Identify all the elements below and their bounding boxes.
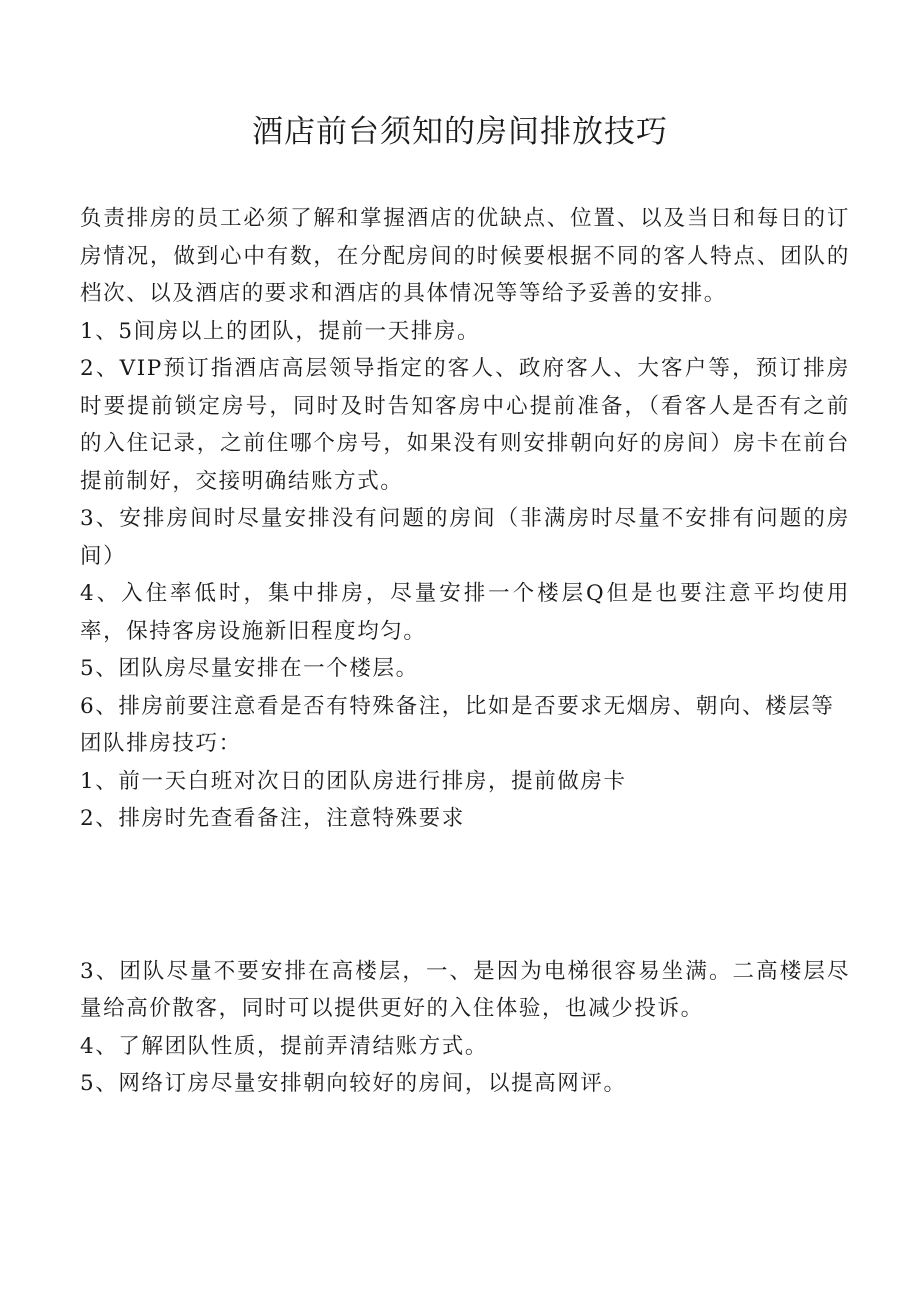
page-blank-gap: [80, 838, 850, 953]
document-title: 酒店前台须知的房间排放技巧: [252, 114, 668, 150]
rule-item-4: 4、入住率低时，集中排房，尽量安排一个楼层Q但是也要注意平均使用率，保持客房设施新旧程度均匀。: [80, 581, 850, 644]
document-body: [80, 200, 850, 1103]
group-item-2: 2、排房时先查看备注，注意特殊要求: [80, 806, 465, 831]
rule-item-2: 2、VIP预订指酒店高层领导指定的客人、政府客人、大客户等，预订排房时要提前锁定房号，同时及时告知客房中心提前准备，（看客人是否有之前的入住记录，之前住哪个房号，如果没有则安排朝向好的房间）房卡在前台提前制好，交接明确结账方式。: [80, 356, 850, 494]
group-item-4: 4、了解团队性质，提前弄清结账方式。: [80, 1033, 488, 1059]
group-item-1: 1、前一天白班对次日的团队房进行排房，提前做房卡: [80, 768, 627, 794]
group-item-3: 3、团队尽量不要安排在高楼层，一、是因为电梯很容易坐满。二高楼层尽量给高价散客，同时可以提供更好的入住体验，也减少投诉。: [80, 958, 850, 1021]
group-section-heading: 团队排房技巧：: [80, 731, 242, 756]
rule-item-1: 1、5间房以上的团队，提前一天排房。: [80, 318, 481, 344]
intro-paragraph: 负责排房的员工必须了解和掌握酒店的优缺点、位置、以及当日和每日的订房情况，做到心中有数，在分配房间的时候要根据不同的客人特点、团队的档次、以及酒店的要求和酒店的具体情况等等给予妥善的安排。: [80, 206, 850, 306]
rule-item-3: 3、安排房间时尽量安排没有问题的房间（非满房时尽量不安排有问题的房间）: [80, 506, 850, 569]
rule-item-5: 5、团队房尽量安排在一个楼层。: [80, 656, 419, 681]
group-item-5: 5、网络订房尽量安排朝向较好的房间，以提高网评。: [80, 1071, 627, 1096]
rule-item-6: 6、排房前要注意看是否有特殊备注，比如是否要求无烟房、朝向、楼层等: [80, 693, 835, 719]
